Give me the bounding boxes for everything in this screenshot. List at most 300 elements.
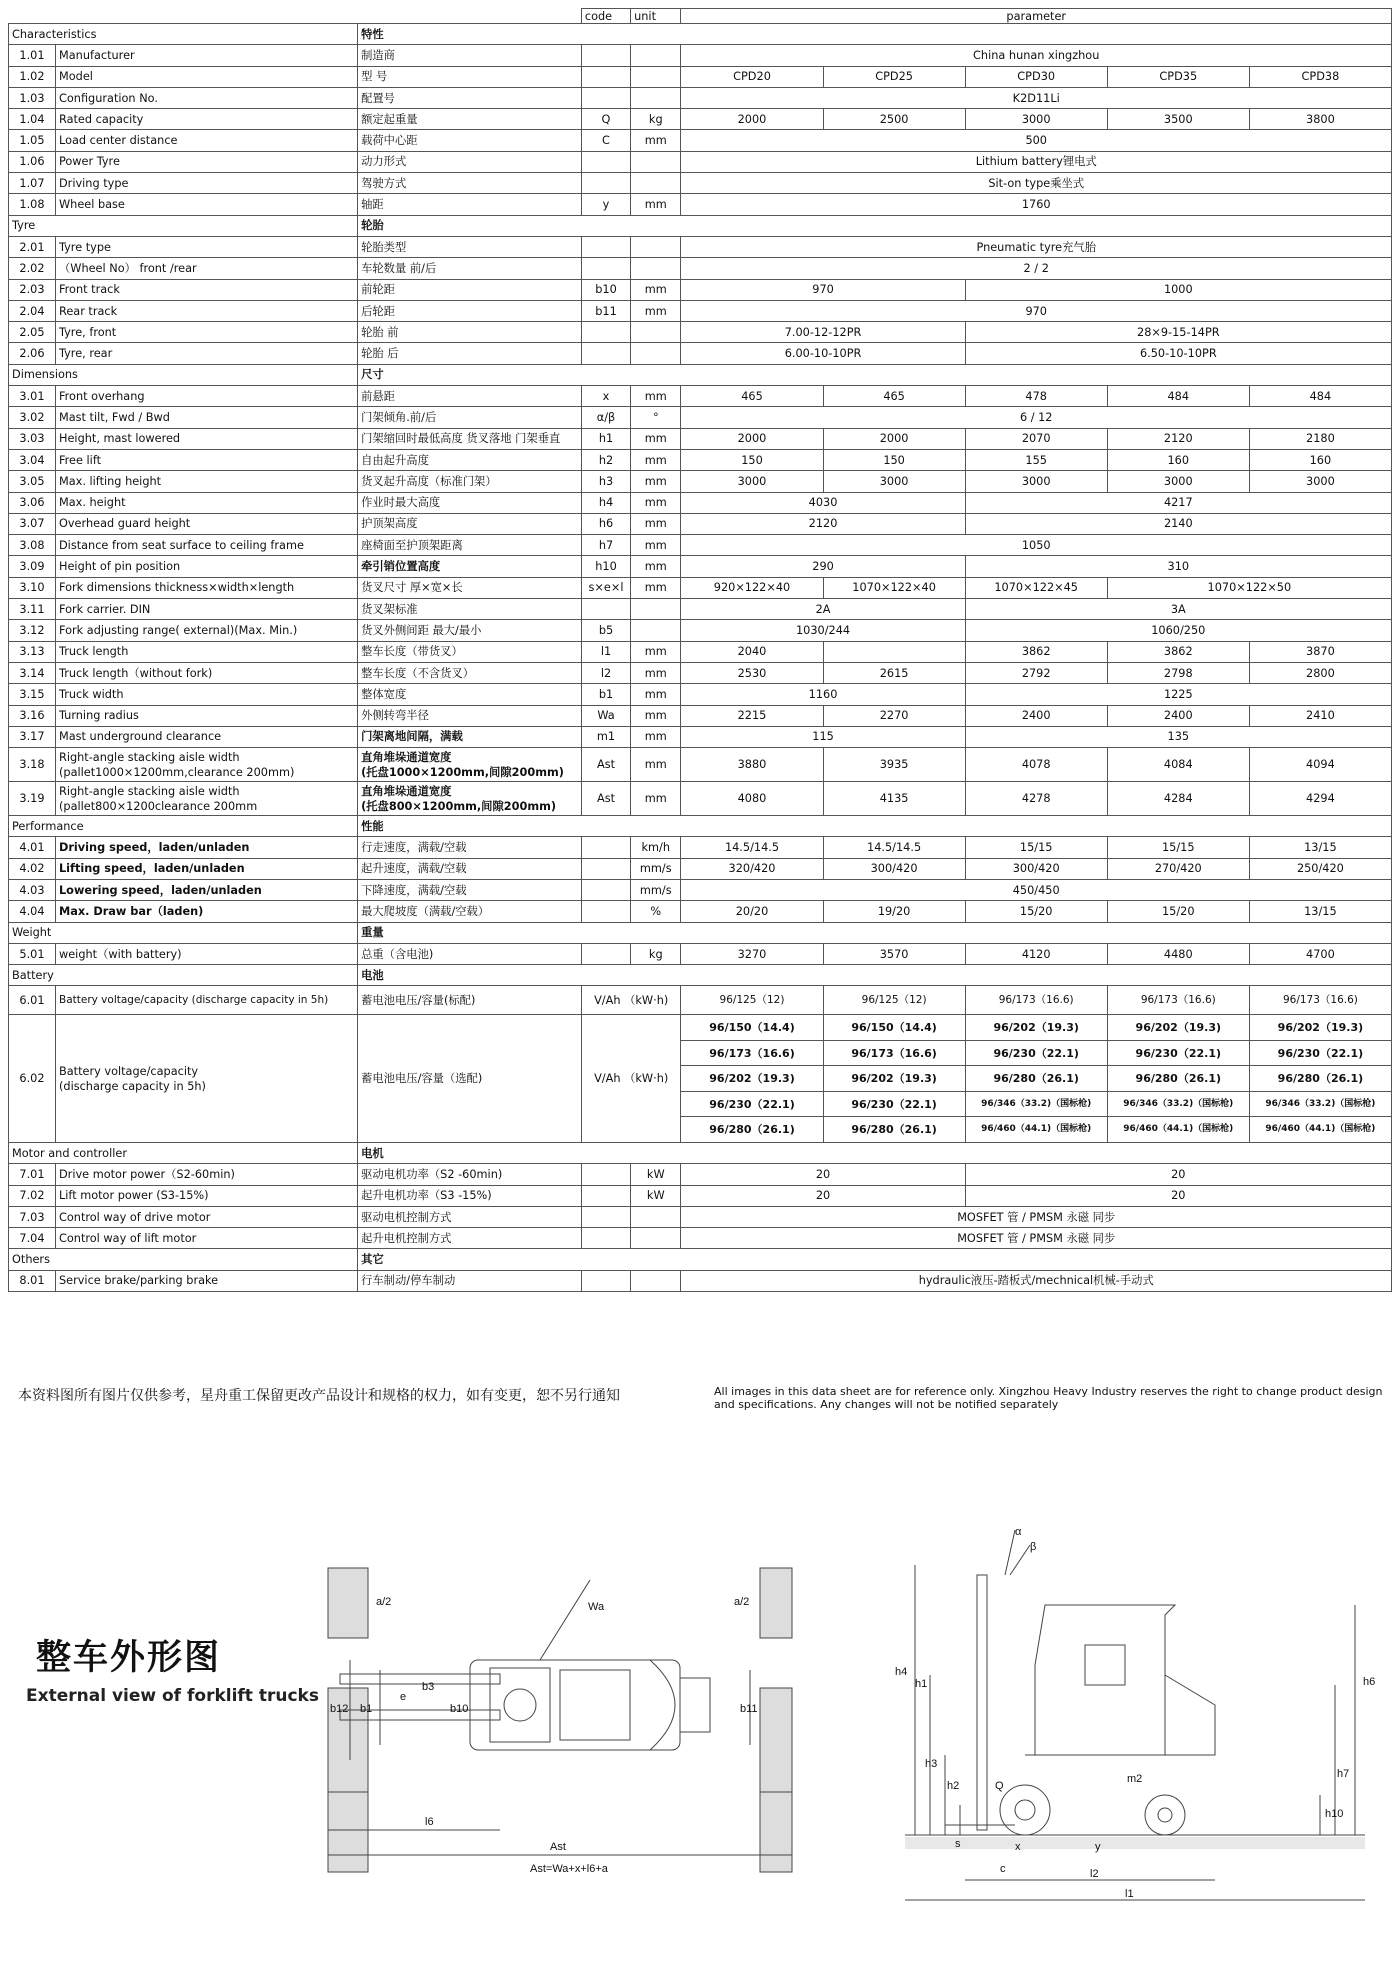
item-name-cn: 行走速度，满载/空载 — [358, 837, 582, 858]
item-code — [581, 151, 630, 172]
item-number: 3.13 — [9, 641, 56, 662]
item-name-en: Power Tyre — [55, 151, 357, 172]
spec-row — [9, 556, 1392, 577]
value-cell: 3862 — [965, 641, 1107, 662]
item-name-cn: 门架倾角.前/后 — [358, 407, 582, 428]
item-unit: mm — [631, 684, 681, 705]
value-cell: 20 — [965, 1164, 1391, 1185]
item-name-en: Free lift — [55, 449, 357, 470]
item-name-en: Front overhang — [55, 386, 357, 407]
item-unit — [631, 173, 681, 194]
value-cell: 4294 — [1249, 782, 1391, 816]
item-unit: mm — [631, 130, 681, 151]
item-number: 2.05 — [9, 322, 56, 343]
value-cell: 450/450 — [681, 879, 1392, 900]
value-cell: 1070×122×45 — [965, 577, 1107, 598]
value-cell: 2070 — [965, 428, 1107, 449]
item-name-en: Fork carrier. DIN — [55, 599, 357, 620]
item-name-en: Tyre type — [55, 236, 357, 257]
item-unit — [631, 87, 681, 108]
item-name-cn: 轮胎 前 — [358, 322, 582, 343]
item-unit: kg — [631, 109, 681, 130]
item-name-en: Height of pin position — [55, 556, 357, 577]
spec-row — [9, 535, 1392, 556]
value-cell: 4284 — [1107, 782, 1249, 816]
item-name-cn: 型 号 — [358, 66, 582, 87]
spec-row — [9, 577, 1392, 598]
item-name-en: Control way of lift motor — [55, 1228, 357, 1249]
disclaimer-cn: 本资料图所有图片仅供参考，星舟重工保留更改产品设计和规格的权力，如有变更，恕不另行通知 — [18, 1388, 620, 1404]
spec-row — [9, 662, 1392, 683]
value-cell: 3500 — [1107, 109, 1249, 130]
value-cell: 3000 — [965, 471, 1107, 492]
item-code — [581, 258, 630, 279]
item-unit — [631, 322, 681, 343]
item-name-cn: 驱动电机控制方式 — [358, 1206, 582, 1227]
label-h3: h3 — [925, 1758, 938, 1770]
item-name-en: （Wheel No） front /rear — [55, 258, 357, 279]
value-cell: 2500 — [823, 109, 965, 130]
item-code: b5 — [581, 620, 630, 641]
item-number: 1.03 — [9, 87, 56, 108]
value-cell: 96/230（22.1) — [965, 1040, 1107, 1066]
value-cell: 270/420 — [1107, 858, 1249, 879]
section-title-en: Others — [9, 1249, 358, 1270]
item-name-en: Fork dimensions thickness×width×length — [55, 577, 357, 598]
item-unit — [631, 1206, 681, 1227]
value-cell: 1000 — [965, 279, 1391, 300]
item-name-cn: 作业时最大高度 — [358, 492, 582, 513]
value-cell: 2000 — [681, 428, 823, 449]
item-code — [581, 1206, 630, 1227]
value-cell: 96/460（44.1)（国标枪) — [965, 1117, 1107, 1143]
item-code — [581, 236, 630, 257]
section-title-en: Battery — [9, 965, 358, 986]
item-name-en: Right-angle stacking aisle width (pallet800×1200clearance 200mm — [55, 782, 357, 816]
item-name-cn: 载荷中心距 — [358, 130, 582, 151]
value-cell: 3800 — [1249, 109, 1391, 130]
spec-table — [8, 8, 1392, 1292]
item-name-cn: 座椅面至护顶架距离 — [358, 535, 582, 556]
item-number: 7.04 — [9, 1228, 56, 1249]
item-unit — [631, 599, 681, 620]
value-cell: 920×122×40 — [681, 577, 823, 598]
item-unit: mm — [631, 782, 681, 816]
item-name-en: Lift motor power (S3-15%) — [55, 1185, 357, 1206]
value-cell: 1070×122×50 — [1107, 577, 1391, 598]
item-unit: mm — [631, 577, 681, 598]
item-number: 3.16 — [9, 705, 56, 726]
value-cell: 15/15 — [965, 837, 1107, 858]
item-number: 7.03 — [9, 1206, 56, 1227]
item-unit: mm — [631, 556, 681, 577]
value-cell: 96/202（19.3) — [681, 1066, 823, 1092]
item-number: 3.02 — [9, 407, 56, 428]
item-code — [581, 1164, 630, 1185]
section-row — [9, 1249, 1392, 1270]
item-number: 3.15 — [9, 684, 56, 705]
item-name-cn: 制造商 — [358, 45, 582, 66]
value-cell: 300/420 — [965, 858, 1107, 879]
item-code — [581, 66, 630, 87]
item-code: h4 — [581, 492, 630, 513]
item-name-en: weight（with battery) — [55, 943, 357, 964]
item-code — [581, 343, 630, 364]
label-e: e — [400, 1691, 407, 1703]
label-beta: β — [1030, 1541, 1037, 1553]
header-row — [9, 9, 1392, 24]
label-b11: b11 — [740, 1703, 758, 1715]
value-cell: 478 — [965, 386, 1107, 407]
value-cell: 96/202（19.3) — [1107, 1015, 1249, 1041]
value-cell: CPD35 — [1107, 66, 1249, 87]
item-unit — [631, 343, 681, 364]
value-cell: 2180 — [1249, 428, 1391, 449]
value-cell: 500 — [681, 130, 1392, 151]
spec-row — [9, 879, 1392, 900]
item-unit: kW — [631, 1185, 681, 1206]
exterior-title-cn: 整车外形图 — [36, 1638, 222, 1678]
value-cell: K2D11Li — [681, 87, 1392, 108]
value-cell: 2400 — [965, 705, 1107, 726]
value-cell: 96/150（14.4) — [823, 1015, 965, 1041]
spec-row — [9, 858, 1392, 879]
value-cell: 320/420 — [681, 858, 823, 879]
item-name-cn: 货叉外侧间距 最大/最小 — [358, 620, 582, 641]
item-number: 3.05 — [9, 471, 56, 492]
label-h6: h6 — [1363, 1676, 1376, 1688]
item-name-en: Truck width — [55, 684, 357, 705]
value-cell: 3000 — [1249, 471, 1391, 492]
label-wa: Wa — [588, 1601, 605, 1613]
item-name-en: Height, mast lowered — [55, 428, 357, 449]
value-cell: 13/15 — [1249, 837, 1391, 858]
item-number: 1.06 — [9, 151, 56, 172]
item-name-cn: 直角堆垛通道宽度 (托盘800×1200mm,间隙200mm) — [358, 782, 582, 816]
item-unit: mm — [631, 513, 681, 534]
item-name-cn: 行车制动/停车制动 — [358, 1270, 582, 1291]
label-h4: h4 — [895, 1666, 908, 1678]
section-title-cn: 特性 — [358, 24, 1392, 45]
label-l2: l2 — [1090, 1868, 1099, 1880]
spec-row — [9, 837, 1392, 858]
item-name-en: Lifting speed，laden/unladen — [55, 858, 357, 879]
value-cell: 1160 — [681, 684, 965, 705]
item-name-cn: 门架缩回时最低高度 货叉落地 门架垂直 — [358, 428, 582, 449]
value-cell: 300/420 — [823, 858, 965, 879]
item-name-en: Wheel base — [55, 194, 357, 215]
spec-row — [9, 428, 1392, 449]
value-cell: MOSFET 管 / PMSM 永磁 同步 — [681, 1228, 1392, 1249]
item-code: y — [581, 194, 630, 215]
value-cell: 970 — [681, 279, 965, 300]
spec-row — [9, 130, 1392, 151]
label-q: Q — [995, 1780, 1004, 1792]
label-m2: m2 — [1127, 1773, 1143, 1785]
value-cell: 3862 — [1107, 641, 1249, 662]
item-code — [581, 1185, 630, 1206]
header-blank — [9, 9, 582, 24]
item-code: Q — [581, 109, 630, 130]
label-ast-formula: Ast=Wa+x+l6+a — [530, 1863, 608, 1875]
item-name-cn: 前悬距 — [358, 386, 582, 407]
section-title-cn: 电机 — [358, 1142, 1392, 1163]
value-cell: 96/230（22.1) — [1249, 1040, 1391, 1066]
item-number: 1.08 — [9, 194, 56, 215]
spec-row — [9, 279, 1392, 300]
section-title-en: Dimensions — [9, 364, 358, 385]
spec-row — [9, 1228, 1392, 1249]
item-name-en: Max. height — [55, 492, 357, 513]
item-code: V/Ah （kW·h) — [581, 1015, 681, 1143]
value-cell: 96/173（16.6) — [1249, 986, 1391, 1015]
value-cell: 96/280（26.1) — [1107, 1066, 1249, 1092]
value-cell: 3000 — [823, 471, 965, 492]
value-cell: 4084 — [1107, 748, 1249, 782]
item-code: l2 — [581, 662, 630, 683]
item-unit — [631, 45, 681, 66]
value-cell: 160 — [1249, 449, 1391, 470]
section-title-cn: 性能 — [358, 816, 1392, 837]
value-cell: 1030/244 — [681, 620, 965, 641]
value-cell: 96/150（14.4) — [681, 1015, 823, 1041]
item-number: 4.03 — [9, 879, 56, 900]
item-number: 3.10 — [9, 577, 56, 598]
item-name-en: Battery voltage/capacity (discharge capacity in 5h) — [55, 1015, 357, 1143]
item-number: 3.01 — [9, 386, 56, 407]
item-name-cn: 护顶架高度 — [358, 513, 582, 534]
spec-row — [9, 943, 1392, 964]
value-cell: 2000 — [681, 109, 823, 130]
header-unit: unit — [631, 9, 681, 24]
value-cell: 96/346（33.2)（国标枪) — [1107, 1091, 1249, 1117]
item-name-en: Driving type — [55, 173, 357, 194]
item-number: 3.04 — [9, 449, 56, 470]
label-h1: h1 — [915, 1678, 928, 1690]
item-name-cn: 起升速度，满载/空载 — [358, 858, 582, 879]
label-y: y — [1095, 1841, 1101, 1853]
value-cell: 2120 — [681, 513, 965, 534]
spec-row — [9, 109, 1392, 130]
spec-row — [9, 45, 1392, 66]
value-cell: 96/173（16.6) — [681, 1040, 823, 1066]
spec-row — [9, 492, 1392, 513]
value-cell: 20/20 — [681, 901, 823, 922]
item-unit: mm — [631, 428, 681, 449]
item-code: C — [581, 130, 630, 151]
section-row — [9, 816, 1392, 837]
item-number: 3.12 — [9, 620, 56, 641]
label-b10: b10 — [450, 1703, 469, 1715]
value-cell: MOSFET 管 / PMSM 永磁 同步 — [681, 1206, 1392, 1227]
value-cell: 3870 — [1249, 641, 1391, 662]
value-cell: 2215 — [681, 705, 823, 726]
value-cell: 1050 — [681, 535, 1392, 556]
value-cell: 155 — [965, 449, 1107, 470]
value-cell: 96/280（26.1) — [1249, 1066, 1391, 1092]
value-cell: 96/173（16.6) — [1107, 986, 1249, 1015]
value-cell: 1060/250 — [965, 620, 1391, 641]
item-name-en: Right-angle stacking aisle width (pallet1000×1200mm,clearance 200mm) — [55, 748, 357, 782]
item-unit: mm/s — [631, 879, 681, 900]
value-cell: 4278 — [965, 782, 1107, 816]
item-code — [581, 879, 630, 900]
item-number: 4.02 — [9, 858, 56, 879]
item-code: b11 — [581, 300, 630, 321]
item-name-cn: 轮胎类型 — [358, 236, 582, 257]
spec-row — [9, 471, 1392, 492]
item-number: 1.05 — [9, 130, 56, 151]
value-cell: 3000 — [1107, 471, 1249, 492]
item-unit: kg — [631, 943, 681, 964]
value-cell: 96/230（22.1) — [1107, 1040, 1249, 1066]
spec-row — [9, 620, 1392, 641]
spec-row — [9, 901, 1392, 922]
value-cell: 2410 — [1249, 705, 1391, 726]
item-unit: km/h — [631, 837, 681, 858]
item-name-cn: 牵引销位置高度 — [358, 556, 582, 577]
value-cell: Lithium battery锂电式 — [681, 151, 1392, 172]
item-number: 7.01 — [9, 1164, 56, 1185]
value-cell: 2530 — [681, 662, 823, 683]
item-code: h6 — [581, 513, 630, 534]
value-cell: 3000 — [965, 109, 1107, 130]
item-number: 6.01 — [9, 986, 56, 1015]
item-name-en: Fork adjusting range( external)(Max. Min.) — [55, 620, 357, 641]
item-number: 4.01 — [9, 837, 56, 858]
item-name-cn: 直角堆垛通道宽度 (托盘1000×1200mm,间隙200mm) — [358, 748, 582, 782]
item-name-cn: 总重（含电池) — [358, 943, 582, 964]
battery-option-row — [9, 1015, 1392, 1041]
value-cell: 150 — [681, 449, 823, 470]
item-number: 3.17 — [9, 726, 56, 747]
item-code: Wa — [581, 705, 630, 726]
item-code: α/β — [581, 407, 630, 428]
top-view-diagram — [320, 1560, 800, 1880]
item-unit: mm — [631, 662, 681, 683]
spec-row — [9, 641, 1392, 662]
item-code: b10 — [581, 279, 630, 300]
label-a2-right: a/2 — [734, 1596, 750, 1608]
value-cell: 13/15 — [1249, 901, 1391, 922]
value-cell: 96/230（22.1) — [681, 1091, 823, 1117]
value-cell: 3935 — [823, 748, 965, 782]
item-name-en: Mast tilt, Fwd / Bwd — [55, 407, 357, 428]
spec-row — [9, 407, 1392, 428]
side-view-diagram — [885, 1525, 1385, 1920]
value-cell: 160 — [1107, 449, 1249, 470]
item-code: h3 — [581, 471, 630, 492]
section-row — [9, 24, 1392, 45]
value-cell: Sit-on type乘坐式 — [681, 173, 1392, 194]
value-cell: 7.00-12-12PR — [681, 322, 965, 343]
value-cell: CPD20 — [681, 66, 823, 87]
value-cell: 6 / 12 — [681, 407, 1392, 428]
item-unit — [631, 1228, 681, 1249]
item-name-cn: 轮胎 后 — [358, 343, 582, 364]
item-code: l1 — [581, 641, 630, 662]
item-name-cn: 整车长度（不含货叉） — [358, 662, 582, 683]
label-c: c — [1000, 1863, 1006, 1875]
item-code: Ast — [581, 782, 630, 816]
spec-row — [9, 300, 1392, 321]
value-cell: 96/202（19.3) — [823, 1066, 965, 1092]
disclaimer-en: All images in this data sheet are for reference only. Xingzhou Heavy Industry reserves the right to change product design and specifications. Any changes will not be notified separately — [714, 1385, 1383, 1411]
item-name-en: Drive motor power（S2-60min) — [55, 1164, 357, 1185]
value-cell: 96/280（26.1) — [681, 1117, 823, 1143]
item-name-cn: 配置号 — [358, 87, 582, 108]
item-name-en: Driving speed，laden/unladen — [55, 837, 357, 858]
item-name-cn: 后轮距 — [358, 300, 582, 321]
value-cell: 96/346（33.2)（国标枪) — [1249, 1091, 1391, 1117]
value-cell: 3570 — [823, 943, 965, 964]
value-cell: 96/125（12) — [823, 986, 965, 1015]
section-row — [9, 364, 1392, 385]
value-cell: Pneumatic tyre充气胎 — [681, 236, 1392, 257]
value-cell: 96/173（16.6) — [823, 1040, 965, 1066]
item-name-cn: 驾驶方式 — [358, 173, 582, 194]
item-unit: mm — [631, 471, 681, 492]
value-cell: 96/173（16.6) — [965, 986, 1107, 1015]
value-cell: 96/346（33.2)（国标枪) — [965, 1091, 1107, 1117]
item-name-cn: 整车长度（带货叉） — [358, 641, 582, 662]
spec-row — [9, 449, 1392, 470]
header-code: code — [581, 9, 630, 24]
item-name-en: Overhead guard height — [55, 513, 357, 534]
item-number: 4.04 — [9, 901, 56, 922]
item-name-cn: 最大爬坡度（满载/空载） — [358, 901, 582, 922]
value-cell: 2 / 2 — [681, 258, 1392, 279]
value-cell: 96/460（44.1)（国标枪) — [1107, 1117, 1249, 1143]
item-code — [581, 837, 630, 858]
item-number: 2.06 — [9, 343, 56, 364]
exterior-title-en: External view of forklift trucks — [26, 1686, 319, 1706]
value-cell: 96/460（44.1)（国标枪) — [1249, 1117, 1391, 1143]
value-cell: 2800 — [1249, 662, 1391, 683]
value-cell: 96/280（26.1) — [965, 1066, 1107, 1092]
section-row — [9, 215, 1392, 236]
value-cell: 1760 — [681, 194, 1392, 215]
item-name-en: Load center distance — [55, 130, 357, 151]
value-cell: 484 — [1249, 386, 1391, 407]
item-name-cn: 门架离地间隔，满载 — [358, 726, 582, 747]
value-cell: 2040 — [681, 641, 823, 662]
section-title-cn: 尺寸 — [358, 364, 1392, 385]
item-name-cn: 蓄电池电压/容量（选配) — [358, 1015, 582, 1143]
label-b12: b12 — [330, 1703, 349, 1715]
value-cell: 15/20 — [1107, 901, 1249, 922]
item-unit: mm — [631, 705, 681, 726]
item-code — [581, 1228, 630, 1249]
item-code: s×e×l — [581, 577, 630, 598]
item-code — [581, 322, 630, 343]
item-unit — [631, 258, 681, 279]
item-unit: mm/s — [631, 858, 681, 879]
spec-row — [9, 1185, 1392, 1206]
item-number: 6.02 — [9, 1015, 56, 1143]
label-l1: l1 — [1125, 1888, 1134, 1900]
item-number: 3.07 — [9, 513, 56, 534]
spec-row — [9, 87, 1392, 108]
section-title-en: Characteristics — [9, 24, 358, 45]
value-cell: 14.5/14.5 — [681, 837, 823, 858]
label-h2: h2 — [947, 1780, 960, 1792]
value-cell: 3270 — [681, 943, 823, 964]
item-name-en: Rated capacity — [55, 109, 357, 130]
value-cell: 1070×122×40 — [823, 577, 965, 598]
value-cell: 96/230（22.1) — [823, 1091, 965, 1117]
item-unit: mm — [631, 300, 681, 321]
